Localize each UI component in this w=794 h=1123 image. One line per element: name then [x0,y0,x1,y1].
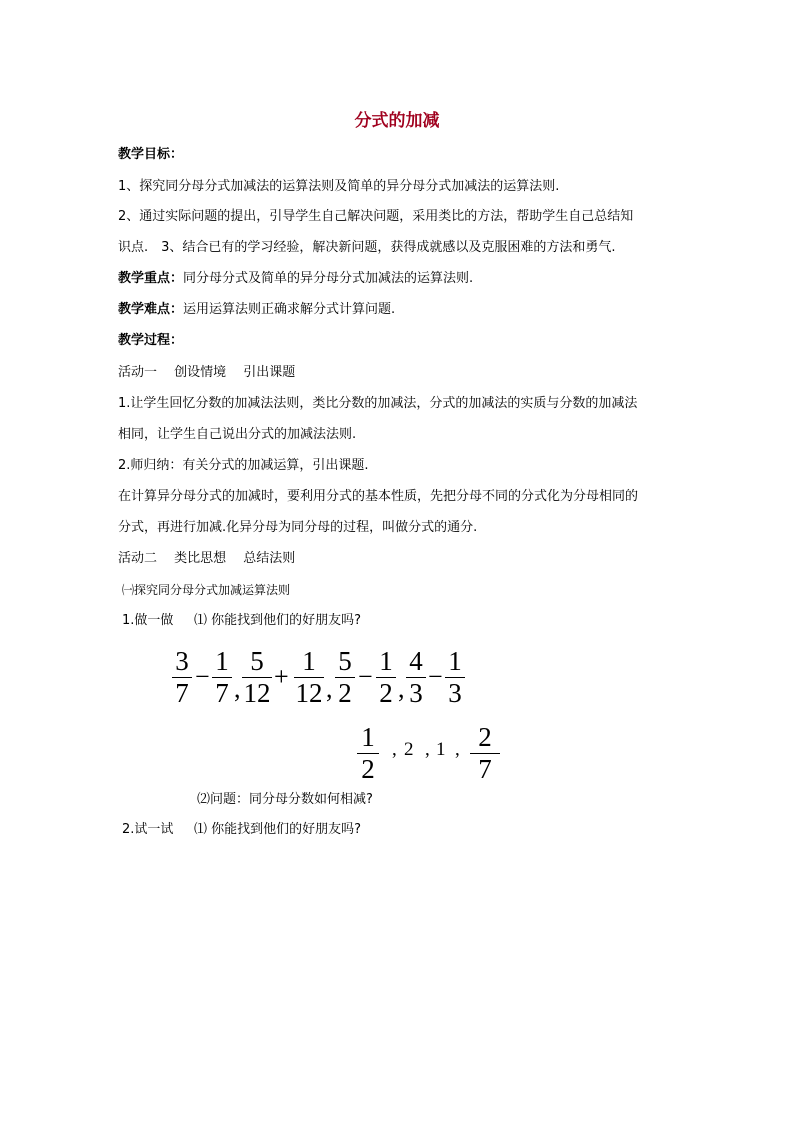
difficulty-text: 运用运算法则正确求解分式计算问题. [183,302,396,317]
fraction-1-7: 1 7 [212,648,232,707]
comma: , [398,674,405,703]
key-point-row [118,270,473,288]
answer-separator: , [455,739,460,760]
process-heading: 教学过程： [118,333,184,348]
minus-sign: − [195,662,210,691]
try-it-label: 2.试一试 [122,822,174,837]
fraction-3-7: 3 7 [172,648,192,707]
answer-fraction-1-2: 1 2 [357,724,379,783]
do-it-question: ⑴ 你能找到他们的好朋友吗? [194,613,362,628]
fraction-1-12: 1 12 [295,646,323,709]
activity-2: 活动二 类比思想 总结法则 [118,551,296,566]
fraction-5-2: 5 2 [335,648,355,707]
paragraph-line-2: 分式，再进行加减.化异分母为同分母的过程，叫做分式的通分. [118,520,478,535]
fraction-1-2: 1 2 [376,648,396,707]
key-point-text: 同分母分式及简单的异分母分式加减法的运算法则. [183,271,474,286]
do-it-label: 1.做一做 [122,613,174,628]
goal-1: 1、探究同分母分式加减法的运算法则及简单的异分母分式加减法的运算法则. [118,179,560,194]
comma: , [234,674,241,703]
minus-sign: − [428,662,443,691]
goal-2-line-1: 2、通过实际问题的提出，引导学生自己解决问题，采用类比的方法，帮助学生自己总结知 [118,209,634,224]
goal-2-line-2: 识点. 3、结合已有的学习经验，解决新问题，获得成就感以及克服困难的方法和勇气. [118,240,616,255]
fraction-4-3: 4 3 [406,648,426,707]
paragraph-line-1: 在计算异分母分式的加减时，要利用分式的基本性质，先把分母不同的分式化为分母相同的 [118,489,639,504]
plus-sign: + [274,662,289,691]
key-point-label: 教学重点： [118,271,184,286]
answer-1: 1 [436,739,446,760]
activity-1: 活动一 创设情境 引出课题 [118,365,296,380]
fraction-5-12: 5 12 [243,646,271,709]
question-2: ⑵问题：同分母分数如何相减? [197,792,373,807]
subsection-1: ㈠探究同分母分式加减运算法则 [122,583,291,597]
step-2: 2.师归纳：有关分式的加减运算，引出课题. [118,458,369,473]
answer-separator: , [392,739,397,760]
fraction-1-3: 1 3 [445,648,465,707]
minus-sign: − [358,662,373,691]
answer-fraction-2-7: 2 7 [470,724,500,783]
difficulty-label: 教学难点： [118,302,184,317]
step-1-line-2: 相同，让学生自己说出分式的加减法法则. [118,427,357,442]
answer-separator: , [425,739,430,760]
page-title: 分式的加减 [354,111,440,131]
comma: , [326,674,333,703]
step-1-line-1: 1.让学生回忆分数的加减法法则，类比分数的加减法，分式的加减法的实质与分数的加减法 [118,396,638,411]
answer-2: 2 [404,739,414,760]
difficulty-row [118,301,395,319]
try-it-question: ⑴ 你能找到他们的好朋友吗? [194,822,362,837]
goals-heading: 教学目标： [118,147,184,162]
